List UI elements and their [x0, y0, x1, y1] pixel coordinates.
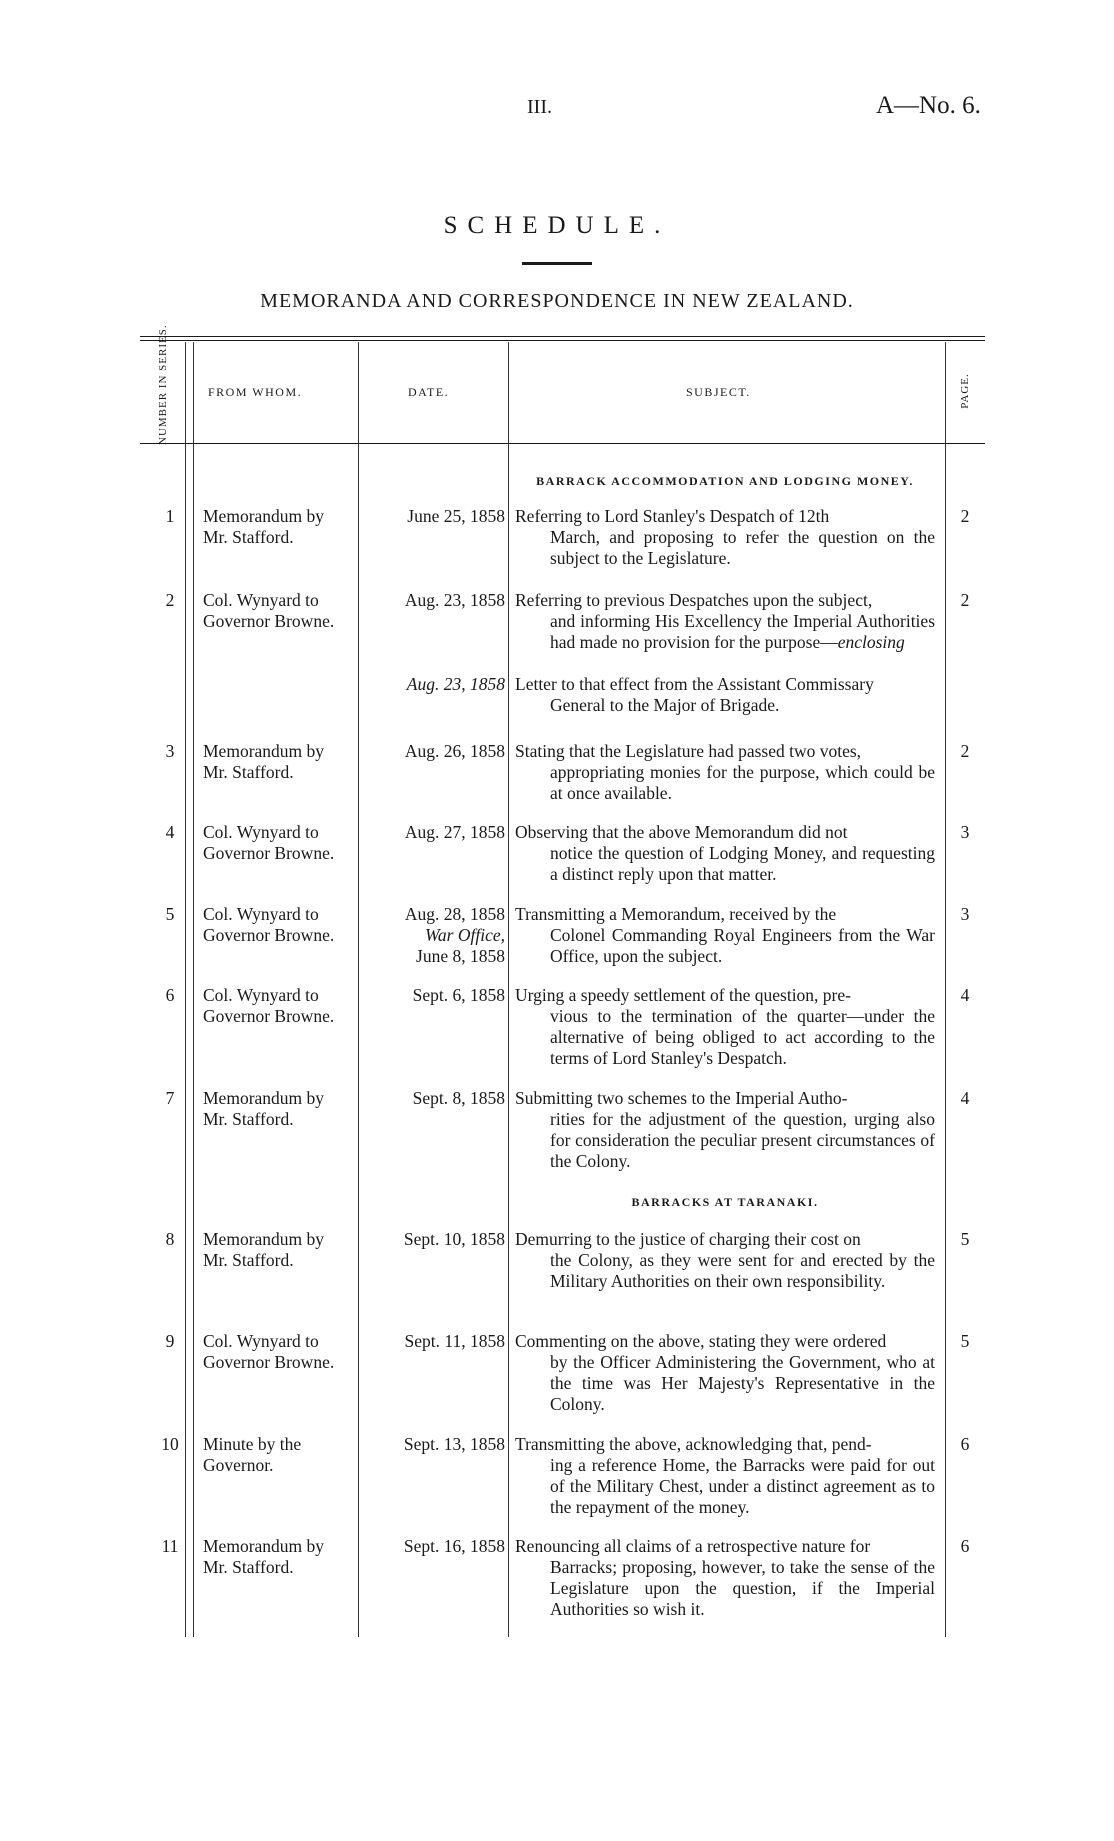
entry-page: 2	[960, 506, 970, 526]
entry-subject: Stating that the Legislature had passed two votes, appropriating monies for the purpose, which could be at once available.	[515, 741, 935, 803]
section-heading: BARRACKS AT TARANAKI.	[631, 1195, 819, 1209]
entry-number: 8	[165, 1229, 175, 1249]
entry-from: Minute by the Governor.	[203, 1434, 302, 1475]
entry-number: 11	[161, 1536, 179, 1556]
entry-subject: Urging a speedy settlement of the question, pre- vious to the termination of the quarter—under the alternative of being obliged to act according to the terms of Lord Stanley's Despatch.	[515, 985, 935, 1068]
entry-subject: Submitting two schemes to the Imperial Autho- rities for the adjustment of the question, urging also for consideration the peculiar present circumstances of the Colony.	[515, 1088, 935, 1171]
entry-number: 1	[165, 506, 175, 526]
enclosure-subject: Letter to that effect from the Assistant Commissary General to the Major of Brigade.	[515, 674, 874, 715]
title-rule	[522, 262, 592, 265]
column-divider	[508, 342, 509, 1637]
series-id: A—No. 6.	[876, 92, 981, 119]
enclosure-date: Aug. 23, 1858	[406, 674, 505, 694]
entry-date: Sept. 8, 1858	[412, 1088, 505, 1108]
entry-subject: Referring to Lord Stanley's Despatch of 12th March, and proposing to refer the question on the subject to the Legislature.	[515, 506, 935, 568]
column-header-date: DATE.	[408, 385, 450, 399]
entry-number: 6	[165, 985, 175, 1005]
entry-number: 5	[165, 904, 175, 924]
entry-from: Memorandum by Mr. Stafford.	[203, 506, 325, 547]
column-divider	[358, 342, 359, 1637]
entry-from: Col. Wynyard to Governor Browne.	[203, 904, 335, 945]
entry-page: 3	[960, 822, 970, 842]
entry-from: Memorandum by Mr. Stafford.	[203, 1088, 325, 1129]
entry-subject: Commenting on the above, stating they were ordered by the Officer Administering the Government, who at the time was Her Majesty's Representative in the Colony.	[515, 1331, 935, 1414]
entry-from: Memorandum by Mr. Stafford.	[203, 741, 325, 782]
column-divider	[945, 342, 946, 1637]
column-header-page: PAGE.	[959, 373, 971, 409]
column-header-number: NUMBER IN SERIES.	[157, 324, 169, 445]
entry-date: Sept. 13, 1858	[403, 1434, 505, 1454]
entry-page: 4	[960, 985, 970, 1005]
entry-date: June 25, 1858	[407, 506, 505, 526]
schedule-subtitle: MEMORANDA AND CORRESPONDENCE IN NEW ZEALAND.	[260, 290, 854, 312]
entry-page: 5	[960, 1229, 970, 1249]
entry-from: Memorandum by Mr. Stafford.	[203, 1229, 325, 1270]
entry-date: Sept. 11, 1858	[404, 1331, 505, 1351]
entry-number: 9	[165, 1331, 175, 1351]
entry-date: Aug. 27, 1858	[404, 822, 505, 842]
entry-subject: Demurring to the justice of charging their cost on the Colony, as they were sent for and erected by the Military Authorities on their own responsibility.	[515, 1229, 935, 1291]
entry-number: 10	[161, 1434, 179, 1454]
entry-date: Sept. 10, 1858	[403, 1229, 505, 1249]
page-number: III.	[527, 96, 552, 118]
entry-date: Sept. 6, 1858	[412, 985, 505, 1005]
entry-number: 3	[165, 741, 175, 761]
entry-number: 2	[165, 590, 175, 610]
table-top-rule-inner	[140, 340, 985, 341]
entry-from: Col. Wynyard to Governor Browne.	[203, 985, 335, 1026]
entry-subject: Transmitting the above, acknowledging that, pend- ing a reference Home, the Barracks were paid for out of the Military Chest, under a distinct agreement as to the repayment of the money.	[515, 1434, 935, 1517]
entry-date: Aug. 23, 1858	[404, 590, 505, 610]
entry-subject: Observing that the above Memorandum did not notice the question of Lodging Money, and requesting a distinct reply upon that matter.	[515, 822, 935, 884]
entry-from: Col. Wynyard to Governor Browne.	[203, 822, 335, 863]
entry-from: Memorandum by Mr. Stafford.	[203, 1536, 325, 1577]
entry-date: Sept. 16, 1858	[403, 1536, 505, 1556]
column-header-from: FROM WHOM.	[208, 385, 303, 399]
schedule-title: SCHEDULE.	[443, 212, 671, 239]
entry-subject: Referring to previous Despatches upon the subject, and informing His Excellency the Imperial Authorities had made no provision for the purpose—enclosing	[515, 590, 935, 652]
column-divider	[193, 342, 194, 1637]
entry-from: Col. Wynyard to Governor Browne.	[203, 590, 335, 631]
table-header-rule	[140, 443, 985, 444]
entry-page: 2	[960, 741, 970, 761]
entry-date: Aug. 28, 1858 War Office, June 8, 1858	[404, 904, 505, 966]
entry-date: Aug. 26, 1858	[404, 741, 505, 761]
entry-page: 6	[960, 1434, 970, 1454]
entry-from: Col. Wynyard to Governor Browne.	[203, 1331, 335, 1372]
entry-subject: Transmitting a Memorandum, received by the Colonel Commanding Royal Engineers from the War Office, upon the subject.	[515, 904, 935, 966]
entry-page: 4	[960, 1088, 970, 1108]
section-heading: BARRACK ACCOMMODATION AND LODGING MONEY.	[536, 474, 914, 488]
entry-page: 3	[960, 904, 970, 924]
entry-page: 6	[960, 1536, 970, 1556]
entry-number: 4	[165, 822, 175, 842]
entry-subject: Renouncing all claims of a retrospective nature for Barracks; proposing, however, to take the sense of the Legislature upon the question, if the Imperial Authorities so wish it.	[515, 1536, 935, 1619]
entry-page: 2	[960, 590, 970, 610]
entry-number: 7	[165, 1088, 175, 1108]
entry-page: 5	[960, 1331, 970, 1351]
table-top-rule	[140, 336, 985, 337]
column-header-subject: SUBJECT.	[686, 385, 751, 399]
